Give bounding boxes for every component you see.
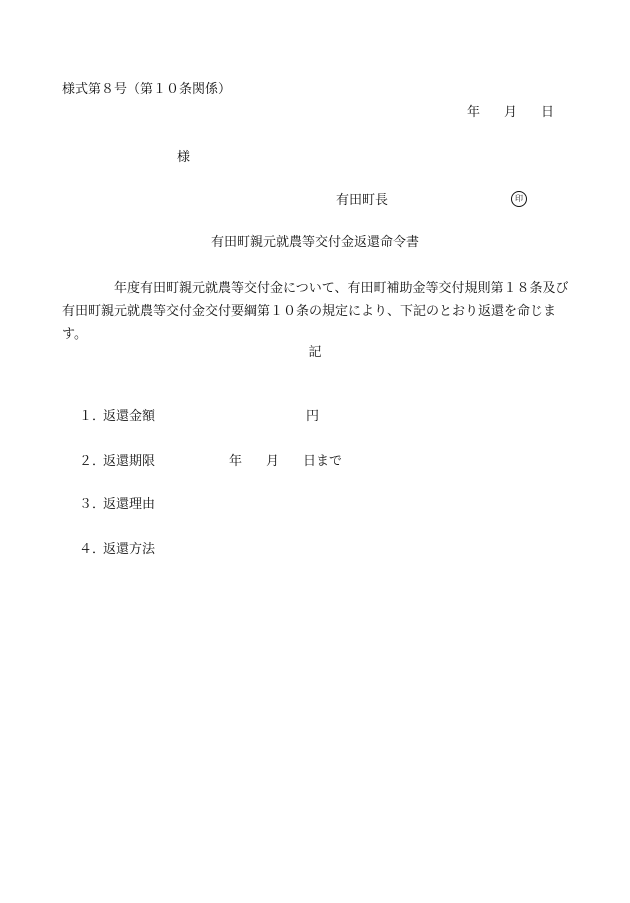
item-label: 返還方法 — [103, 542, 156, 557]
deadline-year: 年 — [229, 454, 243, 469]
item-label: 返還期限 — [103, 454, 156, 469]
seal-icon: 印 — [511, 191, 527, 207]
item-label: 返還金額 — [103, 409, 156, 424]
issuer-name: 有田町長 — [336, 193, 389, 208]
item-refund-method — [79, 543, 155, 556]
item-number: ２． — [79, 454, 106, 469]
issue-date — [467, 106, 554, 119]
addressee-suffix: 様 — [177, 150, 191, 165]
deadline-date — [229, 455, 342, 468]
date-year: 年 — [467, 105, 481, 120]
item-number: ４． — [79, 542, 106, 557]
deadline-month: 月 — [266, 454, 280, 469]
body-paragraph — [62, 277, 572, 346]
body-line-2: 有田町親元就農等交付金交付要綱第１０条の規定により、下記のとおり返還を命じます。 — [62, 304, 557, 342]
amount-unit: 円 — [306, 409, 320, 424]
document-title: 有田町親元就農等交付金返還命令書 — [210, 235, 419, 250]
form-number: 様式第８号（第１０条関係） — [62, 82, 232, 97]
date-day: 日 — [541, 105, 555, 120]
date-month: 月 — [504, 105, 518, 120]
item-refund-reason — [79, 498, 155, 511]
item-refund-deadline — [79, 455, 155, 468]
body-line-1: 年度有田町親元就農等交付金について、有田町補助金等交付規則第１８条及び — [114, 281, 569, 296]
deadline-day: 日まで — [303, 454, 343, 469]
ki-heading: 記 — [308, 345, 322, 360]
item-number: １． — [79, 409, 106, 424]
item-label: 返還理由 — [103, 497, 156, 512]
item-refund-amount — [79, 410, 155, 423]
item-number: ３． — [79, 497, 106, 512]
